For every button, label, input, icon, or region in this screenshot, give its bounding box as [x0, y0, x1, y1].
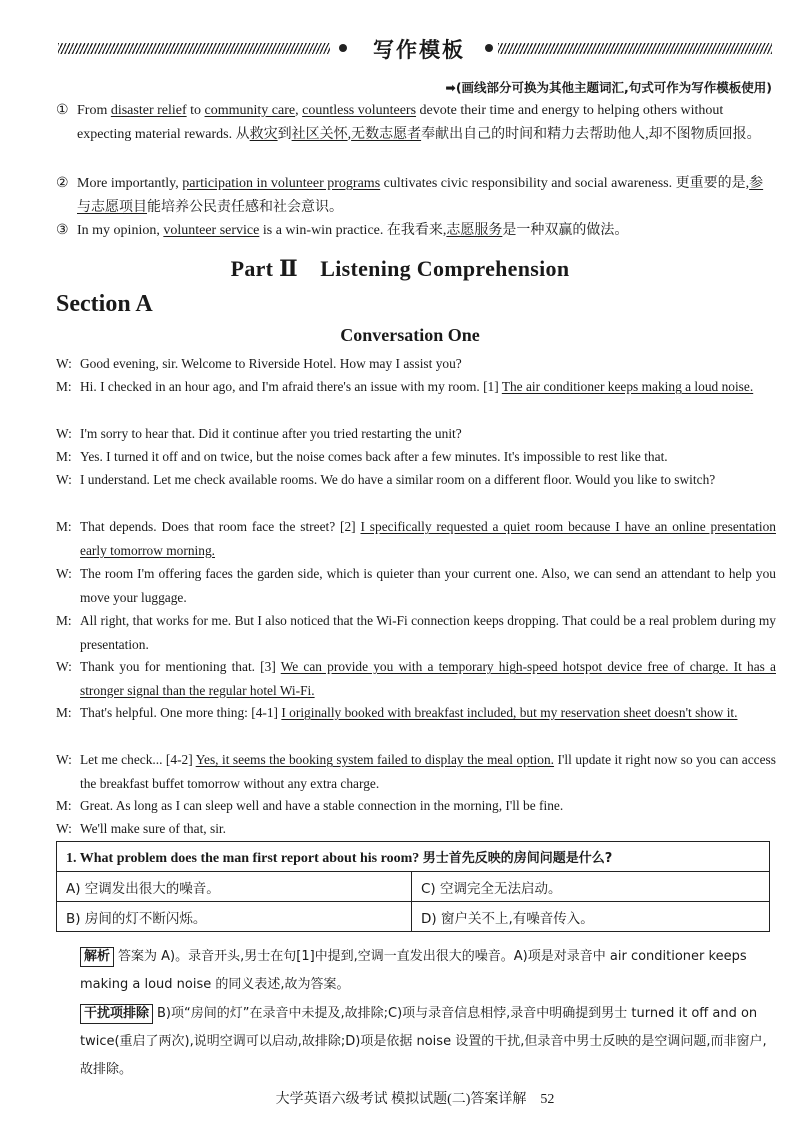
answer-analysis — [56, 942, 772, 998]
underlined-phrase: I specifically requested a quiet room because I have an online presentation early tomorrow morning. — [80, 519, 776, 558]
banner-title: 写作模板 — [373, 38, 465, 62]
text-run: We'll make sure of that, sir. — [80, 821, 226, 836]
option-c: C) 空调完全无法启动。 — [412, 872, 770, 902]
speaker-label: W: — [56, 752, 72, 767]
speaker-label: M: — [56, 613, 72, 628]
dialogue-turn — [56, 375, 776, 399]
underlined-phrase: 志愿服务 — [446, 223, 503, 238]
text-run: devote their time and energy to helping others without expecting material rewards. 从 — [77, 103, 724, 142]
underlined-phrase: 参与志愿项目 — [77, 176, 764, 215]
dialogue-text — [56, 375, 776, 399]
dialogue-text — [56, 655, 776, 702]
dialogue-text — [56, 701, 776, 725]
speaker-label: W: — [56, 356, 72, 371]
text-run: That depends. Does that room face the street? [2] — [80, 519, 361, 534]
option-d: D) 窗户关不上,有噪音传入。 — [412, 902, 770, 932]
text-run: More importantly, — [77, 176, 183, 191]
underlined-phrase: 救灾 — [249, 126, 278, 142]
speaker-label: M: — [56, 519, 72, 534]
dialogue-turn — [56, 445, 776, 469]
text-run: Hi. I checked in an hour ago, and I'm afraid there's an issue with my room. [1] — [80, 379, 502, 394]
part-title: Part Ⅱ Listening Comprehension — [230, 256, 570, 281]
underlined-phrase: Yes, it seems the booking system failed to display the meal option. — [195, 752, 555, 767]
speaker-label: W: — [56, 566, 72, 581]
item-number: ② — [56, 176, 69, 191]
dialogue-text — [56, 794, 776, 818]
item-number: ③ — [56, 223, 69, 238]
dialogue-turn — [56, 562, 776, 609]
speaker-label: W: — [56, 426, 72, 441]
item-number: ① — [56, 103, 69, 118]
text-run: In my opinion, — [77, 223, 164, 238]
text-run: 奉献出自己的时间和精力去帮助他人,却不图物质回报。 — [421, 126, 761, 142]
text-run: 是一种双赢的做法。 — [502, 223, 629, 238]
section-title: Section A — [56, 291, 153, 317]
underlined-phrase: We can provide you with a temporary high-speed hotspot device free of charge. It has a stronger signal than the regular hotel Wi-Fi. — [80, 659, 776, 698]
dialogue-turn — [56, 655, 776, 702]
conversation-title: Conversation One — [340, 325, 480, 345]
writing-template-banner — [58, 34, 772, 64]
dialogue-turn — [56, 609, 776, 656]
dialogue-turn — [56, 352, 776, 376]
dialogue-turn — [56, 701, 776, 725]
text-run: 能培养公民责任感和社会意识。 — [147, 199, 343, 215]
underlined-phrase: community care — [204, 103, 296, 118]
banner-hatch-right — [498, 43, 772, 54]
banner-dot-left — [339, 44, 347, 52]
question-text: 1. What problem does the man first report about his room? — [66, 850, 420, 866]
underlined-phrase: 社区关怀 — [291, 126, 348, 142]
template-sentence-1 — [56, 99, 776, 146]
template-sentence-text — [56, 99, 776, 146]
text-run: The room I'm offering faces the garden side, which is quieter than your current one. Also, we can send an attendant to help you move your luggage. — [80, 566, 776, 605]
text-run: I understand. Let me check available rooms. We do have a similar room on a different floor. Would you like to switch? — [80, 472, 716, 487]
page-footer: 大学英语六级考试 模拟试题(二)答案详解 52 — [275, 1092, 555, 1107]
dialogue-turn — [56, 468, 776, 492]
text-run: Thank you for mentioning that. [3] — [80, 659, 281, 674]
text-run: Great. As long as I can sleep well and have a stable connection in the morning, I'll be fine. — [80, 798, 564, 813]
dialogue-text — [56, 422, 776, 446]
analysis-tag: 解析 — [80, 947, 114, 967]
distractor-text: B)项“房间的灯”在录音中未提及,故排除;C)项与录音信息相悖,录音中明确提到男士 turned it off and on twice(重启了两次),说明空调可以启动,故排除;D)项是依据 noise 设置的干扰,但录音中男士反映的是空调问题,而非窗户,故排除。 — [80, 1006, 767, 1077]
text-run: , — [347, 126, 352, 142]
dialogue-text — [56, 445, 776, 469]
dialogue-turn — [56, 794, 776, 818]
underlined-phrase: countless volunteers — [302, 103, 417, 118]
banner-hatch-left — [58, 43, 330, 54]
text-run: is a win-win practice. 在我看来, — [259, 223, 447, 238]
dialogue-turn — [56, 748, 776, 795]
underlined-phrase: volunteer service — [163, 223, 260, 238]
dialogue-text — [56, 352, 776, 376]
dialogue-turn — [56, 515, 776, 562]
distractor-analysis — [56, 999, 772, 1083]
template-sentence-text — [56, 172, 776, 219]
text-run: to — [186, 103, 205, 118]
option-b: B) 房间的灯不断闪烁。 — [57, 902, 412, 932]
text-run: From — [77, 103, 111, 118]
template-sentence-2 — [56, 172, 776, 219]
template-sentence-text — [56, 219, 776, 243]
underlined-phrase: disaster relief — [110, 103, 187, 118]
text-run: I'm sorry to hear that. Did it continue after you tried restarting the unit? — [80, 426, 462, 441]
speaker-label: W: — [56, 659, 72, 674]
speaker-label: W: — [56, 472, 72, 487]
underlined-phrase: I originally booked with breakfast included, but my reservation sheet doesn't show it. — [281, 705, 738, 720]
text-run: That's helpful. One more thing: [4-1] — [80, 705, 282, 720]
analysis-text: 答案为 A)。录音开头,男士在句[1]中提到,空调一直发出很大的噪音。A)项是对录音中 air conditioner keeps making a loud noise 的同义表述,故为答案。 — [80, 949, 747, 992]
text-run: Let me check... [4-2] — [80, 752, 196, 767]
speaker-label: M: — [56, 449, 72, 464]
dialogue-text — [56, 748, 776, 795]
speaker-label: M: — [56, 705, 72, 720]
text-run: All right, that works for me. But I also noticed that the Wi-Fi connection keeps dropping. That could be a real problem during my presentation. — [80, 613, 776, 652]
underlined-phrase: participation in volunteer programs — [182, 176, 381, 191]
text-run: 到 — [277, 126, 292, 142]
dialogue-text — [56, 817, 776, 841]
speaker-label: W: — [56, 821, 72, 836]
dialogue-text — [56, 515, 776, 562]
question-table — [56, 841, 770, 932]
dialogue-text — [56, 609, 776, 656]
text-run: , — [295, 103, 303, 118]
template-sentence-3 — [56, 219, 776, 243]
template-usage-note: ➡(画线部分可换为其他主题词汇,句式可作为写作模板使用) — [445, 80, 772, 95]
distractor-tag: 干扰项排除 — [80, 1004, 153, 1024]
dialogue-text — [56, 468, 776, 492]
dialogue-turn — [56, 817, 776, 841]
underlined-phrase: The air conditioner keeps making a loud noise. — [501, 379, 754, 394]
dialogue-text — [56, 562, 776, 609]
text-run: I'll update it right now so you can access the breakfast buffet tomorrow without any extra charge. — [80, 752, 776, 791]
underlined-phrase: 无数志愿者 — [351, 126, 422, 142]
question-stem — [57, 842, 770, 872]
question-text-cn: 男士首先反映的房间问题是什么? — [422, 850, 613, 866]
banner-dot-right — [485, 44, 493, 52]
text-run: Good evening, sir. Welcome to Riverside Hotel. How may I assist you? — [80, 356, 462, 371]
speaker-label: M: — [56, 379, 72, 394]
dialogue-turn — [56, 422, 776, 446]
text-run: Yes. I turned it off and on twice, but the noise comes back after a few minutes. It's impossible to rest like that. — [80, 449, 668, 464]
option-a: A) 空调发出很大的噪音。 — [57, 872, 412, 902]
speaker-label: M: — [56, 798, 72, 813]
text-run: cultivates civic responsibility and social awareness. 更重要的是, — [380, 176, 750, 191]
